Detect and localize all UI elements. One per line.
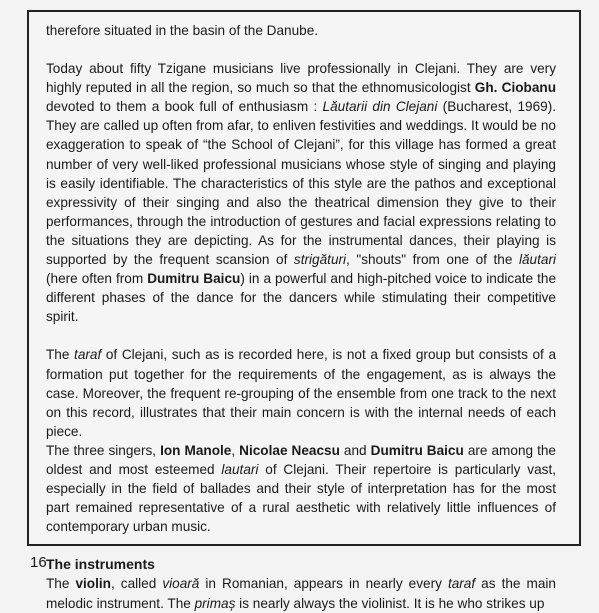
body-text bbox=[46, 21, 556, 613]
term-strigaturi: strigături bbox=[293, 252, 347, 268]
section-heading-instruments: The instruments bbox=[46, 556, 155, 573]
text-run: The three singers, bbox=[46, 442, 161, 458]
page-number: 16 bbox=[30, 554, 47, 571]
paragraph-violin bbox=[46, 574, 556, 612]
term-vioara: vioară bbox=[162, 576, 200, 592]
text-run: as the main melodic instrument. The bbox=[46, 576, 556, 611]
text-run: Today about fifty Tzigane musicians live professionally in Clejani. They are very highly reputed in all the region, so much so that the ethnomusicologist bbox=[46, 61, 556, 96]
term-violin: violin bbox=[75, 576, 111, 592]
name-dumitru-baicu: Dumitru Baicu bbox=[147, 271, 241, 287]
text-run: (here often from bbox=[46, 271, 148, 287]
paragraph-taraf bbox=[46, 345, 556, 440]
text-run: , called bbox=[110, 576, 163, 592]
continuation-line: therefore situated in the basin of the Danube. bbox=[46, 23, 319, 38]
paragraph-singers bbox=[46, 441, 556, 536]
term-lautari: lautari bbox=[221, 461, 259, 477]
text-run: devoted to them a book full of enthusiasm : bbox=[46, 99, 323, 115]
text-run: The bbox=[46, 347, 75, 363]
text-run: in Romanian, appears in nearly every bbox=[199, 576, 448, 592]
text-run: ) in a powerful and high-pitched voice to indicate the different phases of the dance for the dancers while stimulating their competitive spirit. bbox=[46, 271, 556, 325]
text-run: (Bucharest, 1969). They are called up often from afar, to enliven festivities and weddings. It would be no exaggeration to speak of “the School of Clejani”, for this village has formed a great number of very well-liked professional musicians whose style of singing and playing is easily identifiable. The characteristics of this style are the pathos and exceptional expressivity of their singing and also the theatrical dimension they give to their performances, through the introduction of gestures and facial expressions relating to the situations they are depicting. As for the instrumental dances, their playing is supported by the frequent scansion of bbox=[46, 99, 557, 268]
text-run: , "shouts" from one of the bbox=[346, 252, 519, 268]
term-taraf: taraf bbox=[447, 576, 476, 592]
paragraph-clejani-musicians bbox=[46, 59, 556, 326]
name-dumitru-baicu: Dumitru Baicu bbox=[370, 442, 464, 458]
text-run: are among the oldest and most esteemed bbox=[46, 442, 556, 477]
text-run: and bbox=[339, 442, 371, 458]
text-run: is nearly always the violinist. It is he who strikes up bbox=[235, 595, 545, 611]
term-lautari: lăutari bbox=[518, 252, 556, 268]
name-ciobanu: Gh. Ciobanu bbox=[474, 80, 557, 96]
text-run: of Clejani. Their repertoire is particularly vast, especially in the field of ballades and their style of interpretation has for the most part remained representative of a rural aesthetic with relatively little influences of contemporary urban music. bbox=[46, 461, 557, 535]
term-taraf: taraf bbox=[74, 347, 102, 363]
name-ion-manole: Ion Manole bbox=[160, 442, 232, 458]
book-title: Lăutarii din Clejani bbox=[322, 99, 438, 115]
text-run: , bbox=[231, 442, 240, 458]
text-run: of Clejani, such as is recorded here, is not a fixed group but consists of a formation put together for the requirements of the engagement, as is always the case. Moreover, the frequent re-grouping of the ensemble from one track to the next on this record, illustrates that their main concern is with the internal needs of each piece. bbox=[46, 347, 556, 439]
text-run: The bbox=[46, 576, 76, 592]
name-nicolae-neacsu: Nicolae Neacsu bbox=[239, 442, 340, 458]
term-primas: primaș bbox=[194, 595, 236, 611]
